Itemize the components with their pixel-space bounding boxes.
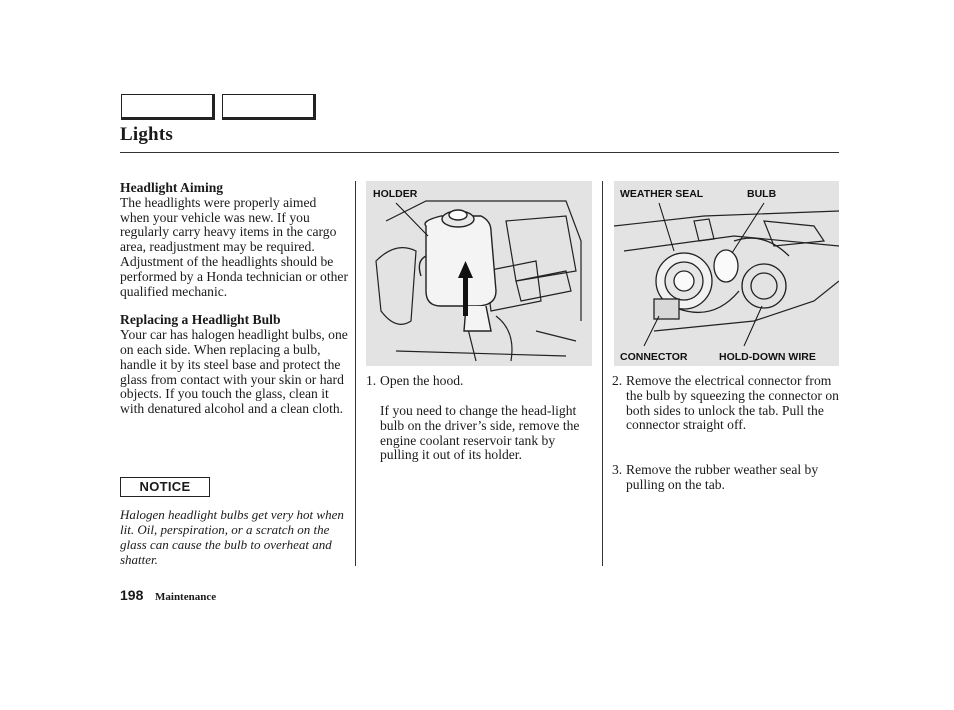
headlight-assembly-drawing <box>614 181 839 366</box>
page-number: 198 <box>120 587 144 603</box>
bulb-callout: BULB <box>747 188 777 200</box>
column-divider-2 <box>602 181 603 566</box>
hold-down-wire-callout: HOLD-DOWN WIRE <box>719 351 816 363</box>
section-name: Maintenance <box>155 591 217 603</box>
replacing-bulb-heading: Replacing a Headlight Bulb <box>120 312 281 328</box>
step-number: 3. <box>612 462 623 477</box>
page-title: Lights <box>120 124 173 145</box>
headlight-bulb-illustration <box>614 181 839 366</box>
step-text: Remove the electrical connector from the bulb by squeezing the connector on both sides to unlock the tab. Pull the connector straight off. <box>626 373 839 433</box>
coolant-reservoir-illustration <box>366 181 592 366</box>
step-number: 1. <box>366 373 377 388</box>
engine-bay-drawing <box>366 181 592 366</box>
left-column <box>120 181 348 417</box>
headlight-aiming-heading: Headlight Aiming <box>120 180 224 195</box>
title-divider <box>120 152 839 153</box>
column-divider-1 <box>355 181 356 566</box>
notice-text: Halogen headlight bulbs get very hot when lit. Oil, perspiration, or a scratch on the glass can cause the bulb to overheat and shatter. <box>120 507 344 567</box>
headlight-aiming-text: The headlights were properly aimed when your vehicle was new. If you regularly carry heavy items in the cargo area, readjustment may be required. Adjustment of the headlights should be performed by a Honda technician or other qualified mechanic. <box>120 194 348 299</box>
holder-callout: HOLDER <box>373 188 418 200</box>
step-text: Remove the rubber weather seal by pulling on the tab. <box>626 462 819 492</box>
replacing-bulb-text: Your car has halogen headlight bulbs, one on each side. When replacing a bulb, handle it by its steel base and protect the glass from contact with your skin or hard objects. If you touch the glass, clean it with denatured alcohol and a clean cloth. <box>120 327 348 417</box>
notice-badge: NOTICE <box>120 477 210 497</box>
step-number: 2. <box>612 373 623 388</box>
step-text: If you need to change the head-light bulb on the driver’s side, remove the engine coolant reservoir tank by pulling it out of its holder. <box>380 403 580 463</box>
connector-callout: CONNECTOR <box>620 351 688 363</box>
step-text: Open the hood. <box>380 373 464 388</box>
nav-tab-next[interactable] <box>222 94 316 120</box>
nav-tab-previous[interactable] <box>121 94 215 120</box>
weather-seal-callout: WEATHER SEAL <box>620 188 704 200</box>
